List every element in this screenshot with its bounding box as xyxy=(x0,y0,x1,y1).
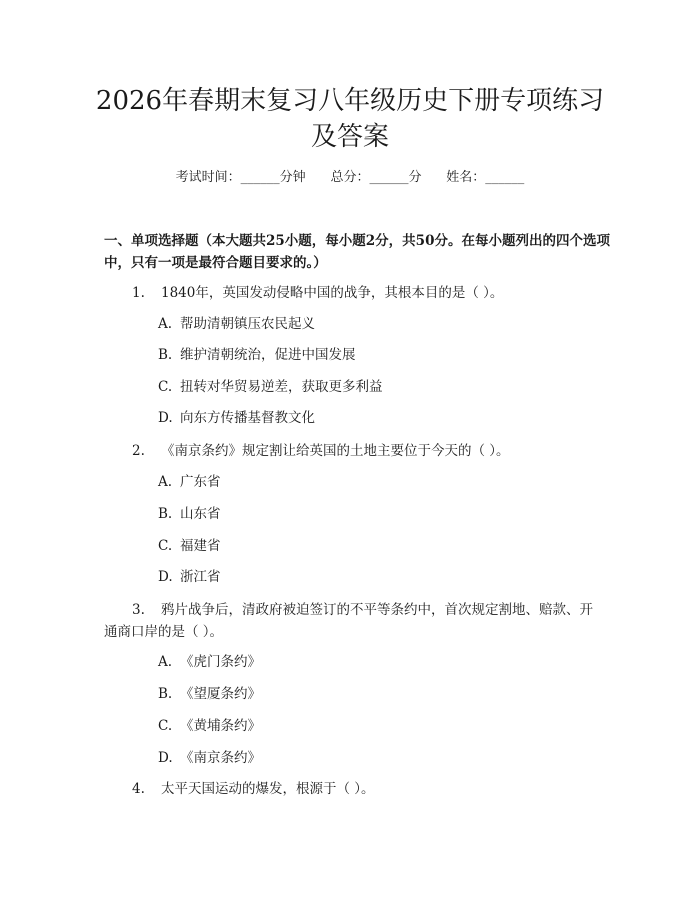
option-label: A. xyxy=(158,654,173,670)
question-number: 1. xyxy=(132,285,145,301)
option-text: 《黄埔条约》 xyxy=(180,718,261,734)
option-2a xyxy=(158,472,221,492)
option-1b xyxy=(158,345,356,365)
option-3c xyxy=(158,716,261,736)
question-text: 太平天国运动的爆发，根源于（ ）。 xyxy=(161,781,375,797)
option-text: 帮助清朝镇压农民起义 xyxy=(180,316,315,332)
question-text-line1: 鸦片战争后，清政府被迫签订的不平等条约中，首次规定割地、赔款、开 xyxy=(161,602,593,618)
option-label: D. xyxy=(158,410,173,426)
total-score-field: 总分：______分 xyxy=(330,170,422,185)
question-number: 4. xyxy=(132,781,145,797)
option-3d xyxy=(158,748,261,768)
option-text: 扭转对华贸易逆差，获取更多利益 xyxy=(180,379,383,395)
option-3b xyxy=(158,684,261,704)
option-label: A. xyxy=(158,316,173,332)
question-text-line2: 通商口岸的是（ ）。 xyxy=(104,624,224,640)
option-1a xyxy=(158,314,315,334)
option-text: 向东方传播基督教文化 xyxy=(180,410,315,426)
page-title-line1: 2026年春期末复习八年级历史下册专项练习 xyxy=(95,86,605,116)
option-label: C. xyxy=(158,718,173,734)
option-label: D. xyxy=(158,750,173,766)
option-text: 《望厦条约》 xyxy=(180,686,261,702)
question-text: 《南京条约》规定割让给英国的土地主要位于今天的（ ）。 xyxy=(161,443,510,459)
option-text: 福建省 xyxy=(180,538,221,554)
option-text: 浙江省 xyxy=(180,569,221,585)
option-3a xyxy=(158,652,261,672)
option-2b xyxy=(158,504,221,524)
option-label: A. xyxy=(158,474,173,490)
option-label: B. xyxy=(158,506,173,522)
question-number: 3. xyxy=(132,602,145,618)
option-text: 《南京条约》 xyxy=(180,750,261,766)
option-1c xyxy=(158,377,383,397)
question-number: 2. xyxy=(132,443,145,459)
option-label: B. xyxy=(158,347,173,363)
question-text: 1840年，英国发动侵略中国的战争，其根本目的是（ ）。 xyxy=(161,285,504,301)
option-text: 维护清朝统治，促进中国发展 xyxy=(180,347,356,363)
option-2c xyxy=(158,536,221,556)
option-text: 《虎门条约》 xyxy=(180,654,261,670)
option-text: 广东省 xyxy=(180,474,221,490)
student-name-field: 姓名：______ xyxy=(446,170,525,185)
section-heading: 一、单项选择题（本大题共25小题，每小题2分，共50分。在每小题列出的四个选项中，只有一项是最符合题目要求的。） xyxy=(104,233,610,271)
exam-time-field: 考试时间：______分钟 xyxy=(175,170,306,185)
option-label: B. xyxy=(158,686,173,702)
exam-meta xyxy=(0,169,700,187)
option-2d xyxy=(158,567,221,587)
option-label: C. xyxy=(158,379,173,395)
option-1d xyxy=(158,408,315,428)
option-label: C. xyxy=(158,538,173,554)
option-label: D. xyxy=(158,569,173,585)
option-text: 山东省 xyxy=(180,506,221,522)
page-title-line2: 及答案 xyxy=(310,122,389,152)
